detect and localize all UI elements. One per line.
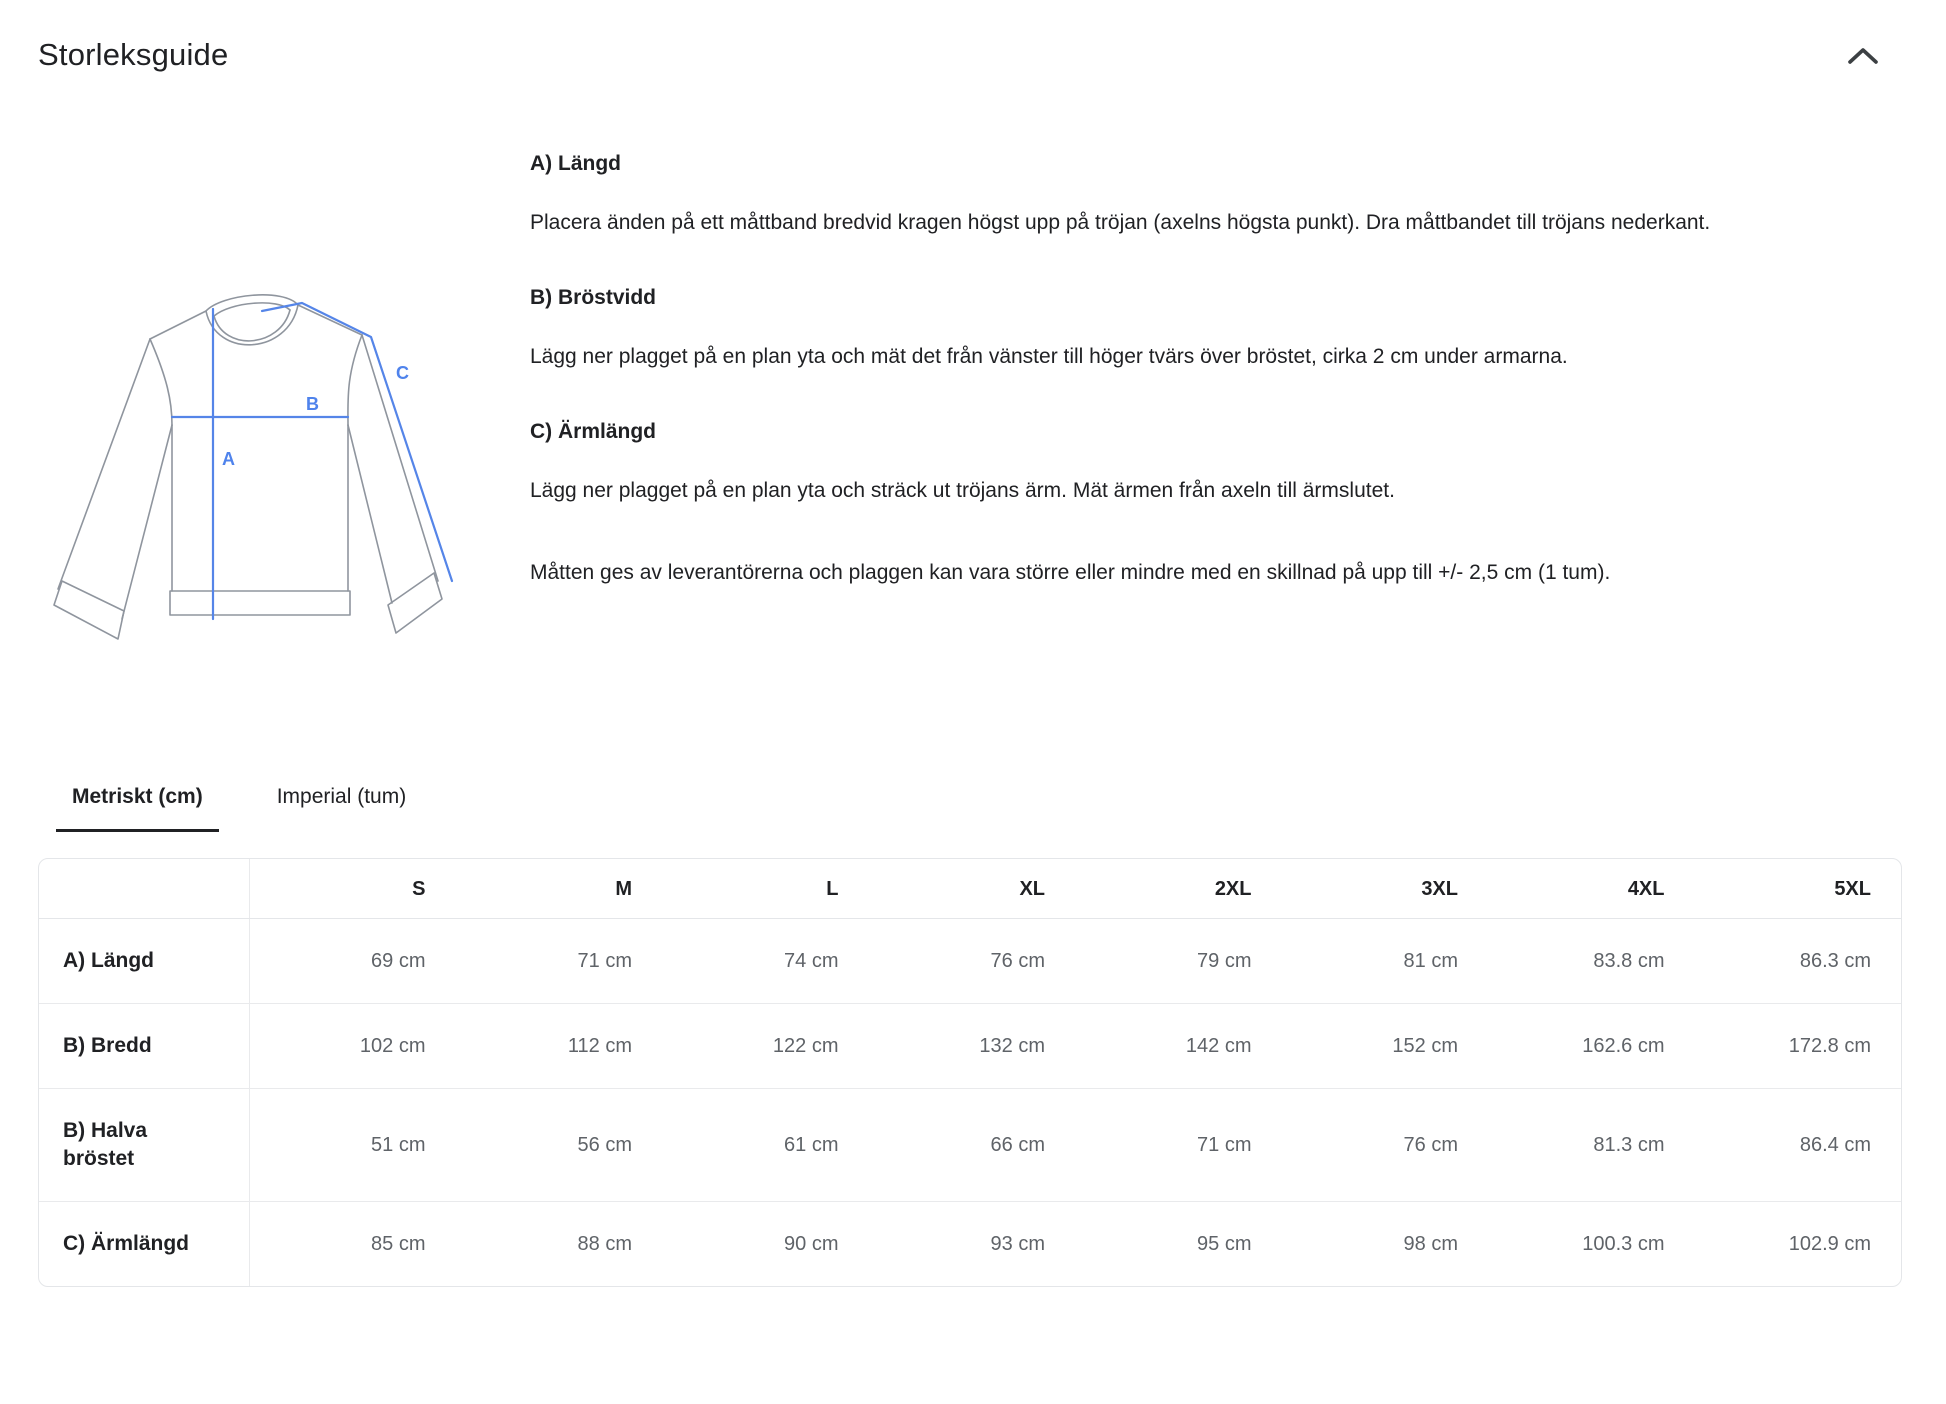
measurement-value-cell: 79 cm (1197, 950, 1252, 972)
measurement-value-cell: 132 cm (869, 1004, 1076, 1089)
size-column-header: 4XL (1488, 859, 1695, 919)
measurement-row-label: B) Bredd (39, 1004, 249, 1089)
measurement-value-cell: 71 cm (577, 950, 632, 972)
size-guide-header (38, 34, 1904, 79)
diagram-label-b: B (306, 394, 319, 414)
page-title: Storleksguide (38, 37, 229, 72)
sweater-outline (54, 295, 442, 639)
measurement-value-cell: 66 cm (869, 1089, 1076, 1202)
instruction-body-a: Placera änden på ett måttband bredvid kragen högst upp på tröjan (axelns högsta punkt). Dra måttbandet till tröjans nederkant. (530, 211, 1711, 234)
measurement-value-cell: 98 cm (1282, 1202, 1489, 1287)
instruction-body-b: Lägg ner plagget på en plan yta och mät det från vänster till höger tvärs över bröstet, cirka 2 cm under armarna. (530, 345, 1568, 368)
measurement-value-cell: 85 cm (249, 1202, 456, 1287)
sweater-measurement-diagram (38, 139, 530, 657)
measurement-value-cell: 51 cm (249, 1089, 456, 1202)
size-table (39, 859, 1901, 1286)
measurement-value-cell: 86.3 cm (1799, 950, 1871, 972)
measurement-value-cell: 76 cm (990, 950, 1045, 972)
measurement-row-label: A) Längd (39, 919, 249, 1004)
measurement-value-cell: 122 cm (662, 1004, 869, 1089)
diagram-label-a: A (222, 449, 235, 469)
table-row (39, 1202, 1901, 1287)
table-row (39, 919, 1901, 1004)
instruction-heading-b: B) Bröstvidd (530, 286, 656, 309)
size-column-header: L (662, 859, 869, 919)
size-column-header: M (456, 859, 663, 919)
measurement-value-cell: 102 cm (249, 1004, 456, 1089)
measurement-value-cell: 61 cm (662, 1089, 869, 1202)
measurement-value-cell: 93 cm (869, 1202, 1076, 1287)
measurement-value-cell: 172.8 cm (1695, 1004, 1902, 1089)
measurement-row-label: B) Halva bröstet (39, 1089, 249, 1202)
measurement-value-cell: 88 cm (456, 1202, 663, 1287)
table-row (39, 1004, 1901, 1089)
measurement-instructions (530, 139, 1904, 657)
measurement-value-cell: 152 cm (1282, 1004, 1489, 1089)
measurement-value-cell: 112 cm (456, 1004, 663, 1089)
measurement-value-cell: 83.8 cm (1593, 950, 1665, 972)
measurement-value-cell: 86.4 cm (1695, 1089, 1902, 1202)
measurement-value-cell: 71 cm (1075, 1089, 1282, 1202)
instruction-heading-a: A) Längd (530, 152, 621, 175)
measurement-value-cell: 162.6 cm (1488, 1004, 1695, 1089)
measurement-value-cell: 81 cm (1403, 950, 1458, 972)
measurement-value-cell: 102.9 cm (1695, 1202, 1902, 1287)
measurement-value-cell: 142 cm (1075, 1004, 1282, 1089)
tolerance-disclaimer: Måtten ges av leverantörerna och plaggen kan vara större eller mindre med en skillnad på upp till +/- 2,5 cm (1 tum). (530, 561, 1611, 584)
measurement-value-cell: 56 cm (456, 1089, 663, 1202)
size-column-header: XL (869, 859, 1076, 919)
measurement-value-cell: 81.3 cm (1488, 1089, 1695, 1202)
tab-metric-cm[interactable]: Metriskt (cm) (56, 775, 219, 832)
size-column-header: S (249, 859, 456, 919)
collapse-section-button[interactable] (1836, 36, 1890, 79)
measurement-lines (172, 303, 452, 619)
table-row (39, 1089, 1901, 1202)
size-column-header: 3XL (1282, 859, 1489, 919)
instruction-body-c: Lägg ner plagget på en plan yta och sträck ut tröjans ärm. Mät ärmen från axeln till ärmslutet. (530, 479, 1395, 502)
sweater-diagram-svg (40, 239, 486, 657)
size-table-header-row (39, 859, 1901, 919)
measurement-guide (38, 139, 1904, 657)
measurement-value-cell: 95 cm (1075, 1202, 1282, 1287)
measure-line-c (262, 303, 452, 581)
measurement-value-cell: 100.3 cm (1488, 1202, 1695, 1287)
tab-imperial-inches[interactable]: Imperial (tum) (261, 775, 423, 832)
measurement-value-cell: 69 cm (371, 950, 426, 972)
unit-tabs (56, 775, 1904, 832)
size-column-header: 2XL (1075, 859, 1282, 919)
measurement-value-cell: 90 cm (662, 1202, 869, 1287)
diagram-label-c: C (396, 363, 409, 383)
measurement-value-cell: 76 cm (1282, 1089, 1489, 1202)
chevron-up-icon (1844, 56, 1882, 71)
measurement-row-label: C) Ärmlängd (39, 1202, 249, 1287)
measurement-value-cell: 74 cm (784, 950, 839, 972)
instruction-heading-c: C) Ärmlängd (530, 420, 656, 443)
size-table-card (38, 858, 1902, 1287)
size-table-corner-cell (39, 859, 249, 919)
size-column-header: 5XL (1695, 859, 1902, 919)
